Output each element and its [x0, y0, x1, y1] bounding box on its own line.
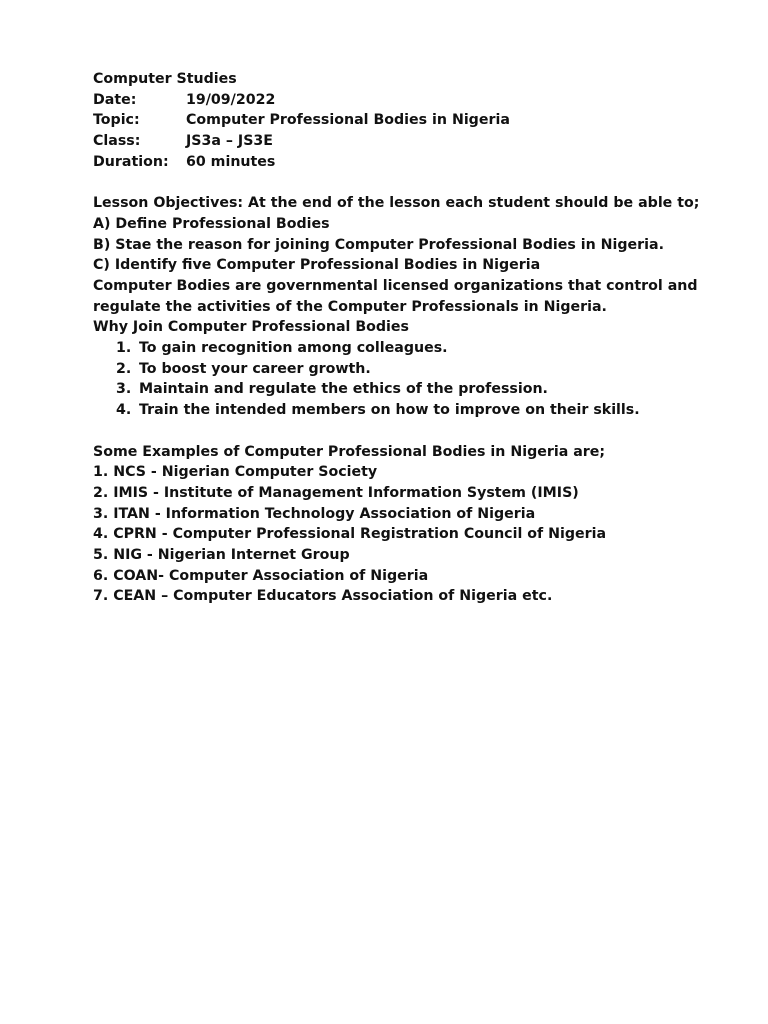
meta-label: Class: — [93, 133, 141, 150]
meta-row-duration — [93, 152, 733, 173]
example-item: 3. ITAN - Information Technology Association of Nigeria — [93, 505, 536, 522]
meta-value: 19/09/2022 — [186, 91, 276, 108]
meta-value: JS3a – JS3E — [186, 133, 273, 150]
blank-line — [93, 172, 733, 193]
meta-label: Date: — [93, 91, 137, 108]
why-join-heading: Why Join Computer Professional Bodies — [93, 319, 409, 336]
examples-intro: Some Examples of Computer Professional Bodies in Nigeria are; — [93, 443, 606, 460]
document-page — [93, 69, 733, 607]
objective-item: C) Identify five Computer Professional Bodies in Nigeria — [93, 257, 541, 274]
list-text: Maintain and regulate the ethics of the profession. — [139, 381, 548, 398]
blank-line — [93, 421, 733, 442]
meta-label: Topic: — [93, 112, 140, 129]
definition-line: regulate the activities of the Computer Professionals in Nigeria. — [93, 298, 607, 315]
list-item — [93, 379, 733, 400]
list-item — [93, 400, 733, 421]
list-number: 4. — [116, 402, 132, 419]
meta-row-class — [93, 131, 733, 152]
objective-item: A) Define Professional Bodies — [93, 215, 330, 232]
list-text: To boost your career growth. — [139, 360, 371, 377]
example-item: 1. NCS - Nigerian Computer Society — [93, 464, 378, 481]
list-number: 3. — [116, 381, 132, 398]
objective-item: B) Stae the reason for joining Computer Professional Bodies in Nigeria. — [93, 236, 665, 253]
meta-label: Duration: — [93, 153, 169, 170]
list-item — [93, 359, 733, 380]
subject-title: Computer Studies — [93, 71, 237, 87]
meta-value: 60 minutes — [186, 153, 276, 170]
list-number: 1. — [116, 340, 132, 357]
definition-line: Computer Bodies are governmental licensed organizations that control and — [93, 277, 698, 294]
example-item: 6. COAN- Computer Association of Nigeria — [93, 567, 429, 584]
example-item: 4. CPRN - Computer Professional Registration Council of Nigeria — [93, 526, 607, 543]
meta-row-topic — [93, 110, 733, 131]
list-item — [93, 338, 733, 359]
meta-row-date — [93, 90, 733, 111]
example-item: 7. CEAN – Computer Educators Association of Nigeria etc. — [93, 588, 553, 605]
list-text: Train the intended members on how to improve on their skills. — [139, 402, 640, 419]
objectives-intro: Lesson Objectives: At the end of the lesson each student should be able to; — [93, 195, 700, 212]
example-item: 5. NIG - Nigerian Internet Group — [93, 547, 350, 564]
meta-value: Computer Professional Bodies in Nigeria — [186, 112, 510, 129]
list-text: To gain recognition among colleagues. — [139, 340, 448, 357]
example-item: 2. IMIS - Institute of Management Information System (IMIS) — [93, 484, 579, 501]
list-number: 2. — [116, 360, 132, 377]
